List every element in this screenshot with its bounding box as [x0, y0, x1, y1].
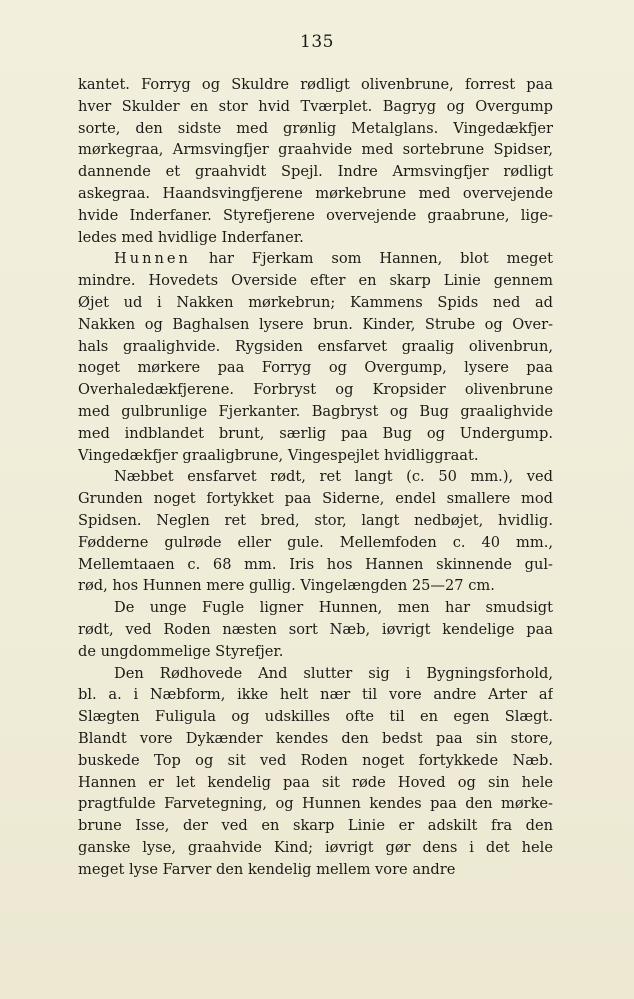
- text-line: de ungdommelige Styrefjer.: [78, 642, 284, 660]
- text-line: Blandt vore Dykænder kendes den bedst paa sin store,: [78, 729, 553, 747]
- text-line: pragtfulde Farvetegning, og Hunnen kendes paa den mørke-: [78, 795, 553, 813]
- text-line: De unge Fugle ligner Hunnen, men har smudsigt: [114, 599, 553, 617]
- text-line: Grunden noget fortykket paa Siderne, endel smallere mod: [78, 490, 553, 508]
- text-line: dannende et graahvidt Spejl. Indre Armsvingfjer rødligt: [78, 163, 553, 181]
- text-line: mørkegraa, Armsvingfjer graahvide med sortebrune Spidser,: [78, 141, 553, 159]
- text-line: Spidsen. Neglen ret bred, stor, langt nedbøjet, hvidlig.: [78, 511, 553, 529]
- text-line: rødt, ved Roden næsten sort Næb, iøvrigt kendelige paa: [78, 620, 553, 638]
- text-line: Nakken og Baghalsen lysere brun. Kinder, Strube og Over-: [78, 315, 553, 333]
- text-line: noget mørkere paa Forryg og Overgump, lysere paa: [78, 359, 553, 377]
- text-line: ledes med hvidlige Inderfaner.: [78, 228, 304, 246]
- paragraph: [78, 74, 553, 248]
- text-line: [78, 248, 553, 270]
- text-line-rest: har Fjerkam som Hannen, blot meget: [190, 250, 553, 268]
- text-line: sorte, den sidste med grønlig Metalglans. Vingedækfjer: [78, 119, 553, 137]
- text-line: hvide Inderfaner. Styrefjerene overvejende graabrune, lige-: [78, 206, 553, 224]
- text-line: hver Skulder en stor hvid Tværplet. Bagryg og Overgump: [78, 97, 553, 115]
- text-line: med gulbrunlige Fjerkanter. Bagbryst og Bug graalighvide: [78, 402, 553, 420]
- text-line: mindre. Hovedets Overside efter en skarp Linie gennem: [78, 272, 553, 290]
- text-line: med indblandet brunt, særlig paa Bug og Undergump.: [78, 424, 553, 442]
- paragraph: [78, 597, 553, 662]
- text-line: Mellemtaaen c. 68 mm. Iris hos Hannen skinnende gul-: [78, 555, 553, 573]
- paragraph: [78, 466, 553, 597]
- text-line: meget lyse Farver den kendelig mellem vore andre: [78, 860, 456, 878]
- text-line: askegraa. Haandsvingfjerene mørkebrune med overvejende: [78, 184, 553, 202]
- page-number: 135: [300, 32, 334, 52]
- paragraph: [78, 663, 553, 881]
- text-line: bl. a. i Næbform, ikke helt nær til vore andre Arter af: [78, 686, 553, 704]
- spaced-lead-word: Hunnen: [114, 250, 191, 268]
- text-line: ganske lyse, graahvide Kind; iøvrigt gør dens i det hele: [78, 838, 553, 856]
- text-line: buskede Top og sit ved Roden noget fortykkede Næb.: [78, 751, 553, 769]
- text-line: Vingedækfjer graaligbrune, Vingespejlet hvidliggraat.: [78, 446, 479, 464]
- text-line: hals graalighvide. Rygsiden ensfarvet graalig olivenbrun,: [78, 337, 553, 355]
- text-line: Slægten Fuligula og udskilles ofte til en egen Slægt.: [78, 708, 553, 726]
- text-line: Fødderne gulrøde eller gule. Mellemfoden c. 40 mm.,: [78, 533, 553, 551]
- text-line: Den Rødhovede And slutter sig i Bygningsforhold,: [114, 664, 553, 682]
- text-line: Overhaledækfjerene. Forbryst og Kropsider olivenbrune: [78, 381, 553, 399]
- text-line: Hannen er let kendelig paa sit røde Hoved og sin hele: [78, 773, 553, 791]
- text-line: Øjet ud i Nakken mørkebrun; Kammens Spids ned ad: [78, 293, 553, 311]
- body-text: [78, 74, 553, 880]
- text-line: brune Isse, der ved en skarp Linie er adskilt fra den: [78, 817, 553, 835]
- text-line: kantet. Forryg og Skuldre rødligt olivenbrune, forrest paa: [78, 76, 553, 93]
- text-line: rød, hos Hunnen mere gullig. Vingelængden 25—27 cm.: [78, 577, 495, 595]
- text-line: Næbbet ensfarvet rødt, ret langt (c. 50 mm.), ved: [114, 468, 553, 486]
- paragraph: [78, 248, 553, 466]
